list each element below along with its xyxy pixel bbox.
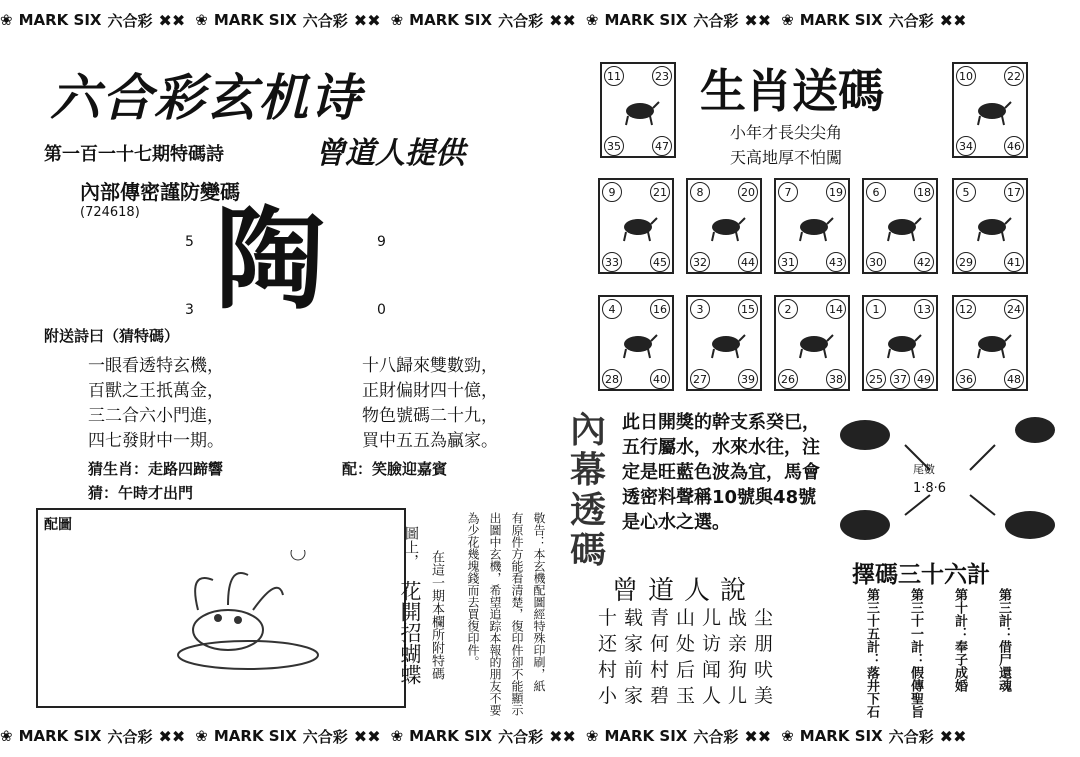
poem-line: 天高地厚不怕闖	[730, 148, 843, 167]
zodiac-number: 32	[690, 252, 710, 272]
big-character: 陶	[215, 195, 325, 324]
picture-caption-a: 圖上，	[403, 526, 419, 568]
inner-code-label: 內部傳密謹防變碼	[80, 180, 240, 204]
frog-lotus-illustration	[158, 550, 358, 690]
horse-icon	[882, 212, 922, 242]
zodiac-number: 8	[690, 182, 710, 202]
zodiac-number: 17	[1004, 182, 1024, 202]
strategy-item: 第十計：奉子成婚	[952, 588, 967, 692]
zodiac-card-pig	[862, 295, 938, 391]
cross-icon: ✖✖	[353, 726, 381, 746]
notice-line: 敬告：本玄機配圖經特殊印刷，紙	[532, 512, 546, 692]
zodiac-number: 23	[652, 66, 672, 86]
zodiac-number: 42	[914, 252, 934, 272]
poem-line: 三二合六小門進，	[88, 406, 224, 426]
banner-text: MARK SIX	[18, 727, 102, 745]
zodiac-number: 33	[602, 252, 622, 272]
banner-text: MARK SIX	[799, 11, 883, 29]
zodiac-number: 24	[1004, 299, 1024, 319]
strategy-item: 第三十五計：落井下石	[864, 588, 879, 718]
zodiac-card-monkey	[598, 295, 674, 391]
banner-unit	[195, 726, 380, 747]
zodiac-number: 35	[604, 136, 624, 156]
banner-text-zh: 六合彩	[302, 727, 348, 746]
bottom-banner	[0, 722, 1080, 750]
corner-number: 3	[185, 302, 194, 318]
provider-label: 曾道人提供	[315, 136, 465, 171]
banner-unit	[195, 10, 380, 31]
banner-text-zh: 六合彩	[107, 727, 153, 746]
rabbit-icon	[618, 212, 658, 242]
banner-unit	[0, 10, 185, 31]
poem-line: 四七發財中一期。	[88, 431, 224, 451]
zodiac-number: 41	[1004, 252, 1024, 272]
strategy-item: 第三計：借尸還魂	[996, 588, 1011, 692]
poem-line: 一眼看透特玄機，	[88, 356, 224, 376]
zeng-poem	[598, 605, 780, 709]
tail-value: 1·8·6	[913, 481, 947, 496]
dragon-icon	[706, 212, 746, 242]
cross-icon: ✖✖	[353, 10, 381, 30]
strategy-title: 擇碼三十六計	[852, 562, 990, 588]
zodiac-number: 38	[826, 369, 846, 389]
code-number: (724618)	[80, 205, 140, 220]
zodiac-number: 30	[866, 252, 886, 272]
dog-icon	[794, 329, 834, 359]
banner-text-zh: 六合彩	[498, 11, 544, 30]
zodiac-card-dragon	[686, 178, 762, 274]
zodiac-number: 44	[738, 252, 758, 272]
poem-line: 買中五五為贏家。	[362, 431, 498, 451]
flower-icon: ❀	[0, 11, 13, 29]
zodiac-number: 49	[914, 369, 934, 389]
zodiac-number: 7	[778, 182, 798, 202]
notice-line: 有原件方能看清楚，復印件卻不能顯示	[510, 512, 524, 716]
zodiac-number: 2	[778, 299, 798, 319]
flower-icon: ❀	[585, 727, 599, 745]
monkey-icon	[618, 329, 658, 359]
zodiac-number: 39	[738, 369, 758, 389]
poem-line: 十载青山儿战尘	[598, 607, 781, 629]
zodiac-number: 26	[778, 369, 798, 389]
cross-icon: ✖✖	[939, 10, 967, 30]
zodiac-number: 47	[652, 136, 672, 156]
flower-icon: ❀	[781, 11, 794, 29]
flower-icon: ❀	[390, 727, 404, 745]
zodiac-card-dog	[774, 295, 850, 391]
banner-text-zh: 六合彩	[888, 727, 934, 746]
zodiac-number: 5	[956, 182, 976, 202]
corner-number: 5	[185, 234, 194, 250]
banner-text-zh: 六合彩	[302, 11, 348, 30]
zodiac-number: 34	[956, 136, 976, 156]
flower-icon: ❀	[781, 727, 794, 745]
banner-unit	[391, 726, 576, 747]
cross-icon: ✖✖	[158, 10, 186, 30]
banner-unit	[781, 726, 966, 747]
banner-text: MARK SIX	[213, 727, 297, 745]
banner-text-zh: 六合彩	[693, 11, 739, 30]
zodiac-number: 12	[956, 299, 976, 319]
zodiac-number: 37	[890, 369, 910, 389]
zodiac-number: 48	[1004, 369, 1024, 389]
zodiac-card-rat	[952, 295, 1028, 391]
banner-unit	[391, 10, 576, 31]
zodiac-number: 1	[866, 299, 886, 319]
banner-unit	[586, 10, 771, 31]
poem-line: 正財偏財四十億，	[362, 381, 498, 401]
zodiac-number: 10	[956, 66, 976, 86]
snake-icon	[794, 212, 834, 242]
picture-frame	[36, 508, 406, 708]
zodiac-number: 3	[690, 299, 710, 319]
banner-text: MARK SIX	[409, 727, 493, 745]
zodiac-number: 22	[1004, 66, 1024, 86]
zodiac-number: 36	[956, 369, 976, 389]
banner-text-zh: 六合彩	[888, 11, 934, 30]
tiger-icon	[972, 96, 1012, 126]
poem-heading: 附送詩曰（猜特碼）	[44, 327, 180, 345]
zodiac-number: 20	[738, 182, 758, 202]
poem-line: 物色號碼二十九，	[362, 406, 498, 426]
zodiac-number: 14	[826, 299, 846, 319]
zodiac-card-horse	[862, 178, 938, 274]
zodiac-card-goat	[952, 178, 1028, 274]
strategy-item: 第三十一計：假傳聖旨	[908, 588, 923, 718]
flower-icon: ❀	[195, 727, 208, 745]
zodiac-number: 27	[690, 369, 710, 389]
zodiac-number: 31	[778, 252, 798, 272]
tail-label: 尾數	[913, 463, 935, 476]
zodiac-card-rooster	[686, 295, 762, 391]
zodiac-number: 46	[1004, 136, 1024, 156]
rooster-icon	[706, 329, 746, 359]
goat-icon	[972, 212, 1012, 242]
zodiac-number: 6	[866, 182, 886, 202]
four-animals-illustration	[835, 405, 1060, 555]
zodiac-number: 9	[602, 182, 622, 202]
banner-text: MARK SIX	[799, 727, 883, 745]
zodiac-title: 生肖送碼	[700, 64, 884, 118]
zeng-title: 曾道人說	[612, 576, 757, 606]
rat-icon	[972, 329, 1012, 359]
cross-icon: ✖✖	[158, 726, 186, 746]
poem-line: 百獸之王扺萬金，	[88, 381, 224, 401]
banner-text-zh: 六合彩	[107, 11, 153, 30]
ox-icon	[620, 96, 660, 126]
notice-line: 為少花幾塊錢而去買復印件。	[466, 512, 480, 668]
zodiac-number: 4	[602, 299, 622, 319]
zodiac-number: 40	[650, 369, 670, 389]
zodiac-number: 29	[956, 252, 976, 272]
corner-number: 0	[377, 302, 386, 318]
corner-number: 9	[377, 234, 386, 250]
banner-unit	[781, 10, 966, 31]
poem-line: 村前村后闻狗吠	[598, 659, 781, 681]
zodiac-number: 45	[650, 252, 670, 272]
zodiac-number: 16	[650, 299, 670, 319]
cross-icon: ✖✖	[939, 726, 967, 746]
banner-unit	[586, 726, 771, 747]
picture-note: 在這一期本欄所附特碼	[429, 550, 444, 680]
banner-unit	[0, 726, 185, 747]
cross-icon: ✖✖	[549, 726, 576, 746]
zodiac-card-tiger	[952, 62, 1028, 158]
poem-right	[362, 354, 498, 454]
zodiac-card-snake	[774, 178, 850, 274]
zodiac-card-rabbit	[598, 178, 674, 274]
cross-icon: ✖✖	[744, 10, 772, 30]
top-banner	[0, 6, 1080, 34]
banner-text: MARK SIX	[213, 11, 297, 29]
match-text: 配：笑臉迎嘉賓	[342, 460, 448, 478]
poem-line: 还家何处访亲朋	[598, 633, 781, 655]
flower-icon: ❀	[390, 11, 404, 29]
guess-zodiac: 猜生肖：走路四蹄響	[88, 460, 224, 478]
banner-text-zh: 六合彩	[498, 727, 544, 746]
poem-line: 十八歸來雙數勁，	[362, 356, 498, 376]
zodiac-number: 43	[826, 252, 846, 272]
picture-label: 配圖	[44, 517, 72, 533]
flower-icon: ❀	[195, 11, 208, 29]
period-label: 第一百一十七期特碼詩	[44, 144, 224, 165]
poem-line: 小家碧玉人儿美	[598, 685, 781, 707]
banner-text: MARK SIX	[604, 727, 688, 745]
flower-icon: ❀	[585, 11, 599, 29]
zodiac-number: 28	[602, 369, 622, 389]
inside-code-label: 內幕透碼	[570, 409, 607, 571]
zodiac-number: 25	[866, 369, 886, 389]
zodiac-number: 11	[604, 66, 624, 86]
zodiac-number: 13	[914, 299, 934, 319]
banner-text-zh: 六合彩	[693, 727, 739, 746]
zodiac-number: 19	[826, 182, 846, 202]
pig-icon	[882, 329, 922, 359]
page-title: 六合彩玄机诗	[50, 68, 362, 127]
zodiac-number: 18	[914, 182, 934, 202]
banner-text: MARK SIX	[604, 11, 688, 29]
cross-icon: ✖✖	[549, 10, 576, 30]
inside-code-text: 此日開獎的幹支系癸巳，五行屬水，水來水往，注定是旺藍色波為宜，馬會透密料聲稱10號與48號是心水之選。	[622, 412, 820, 533]
flower-icon: ❀	[0, 727, 13, 745]
cross-icon: ✖✖	[744, 726, 772, 746]
poem-left	[88, 354, 224, 454]
poem-line: 小年才長尖尖角	[730, 123, 843, 142]
zodiac-poem	[730, 120, 842, 170]
zodiac-number: 21	[650, 182, 670, 202]
banner-text: MARK SIX	[409, 11, 493, 29]
notice-line: 出圖中玄機，希望追踪本報的朋友不要	[488, 512, 502, 716]
zodiac-number: 15	[738, 299, 758, 319]
picture-caption-b: 花開招蝴蝶	[398, 580, 422, 685]
guess-text: 猜：午時才出門	[88, 484, 194, 502]
zodiac-card-ox	[600, 62, 676, 158]
banner-text: MARK SIX	[18, 11, 102, 29]
